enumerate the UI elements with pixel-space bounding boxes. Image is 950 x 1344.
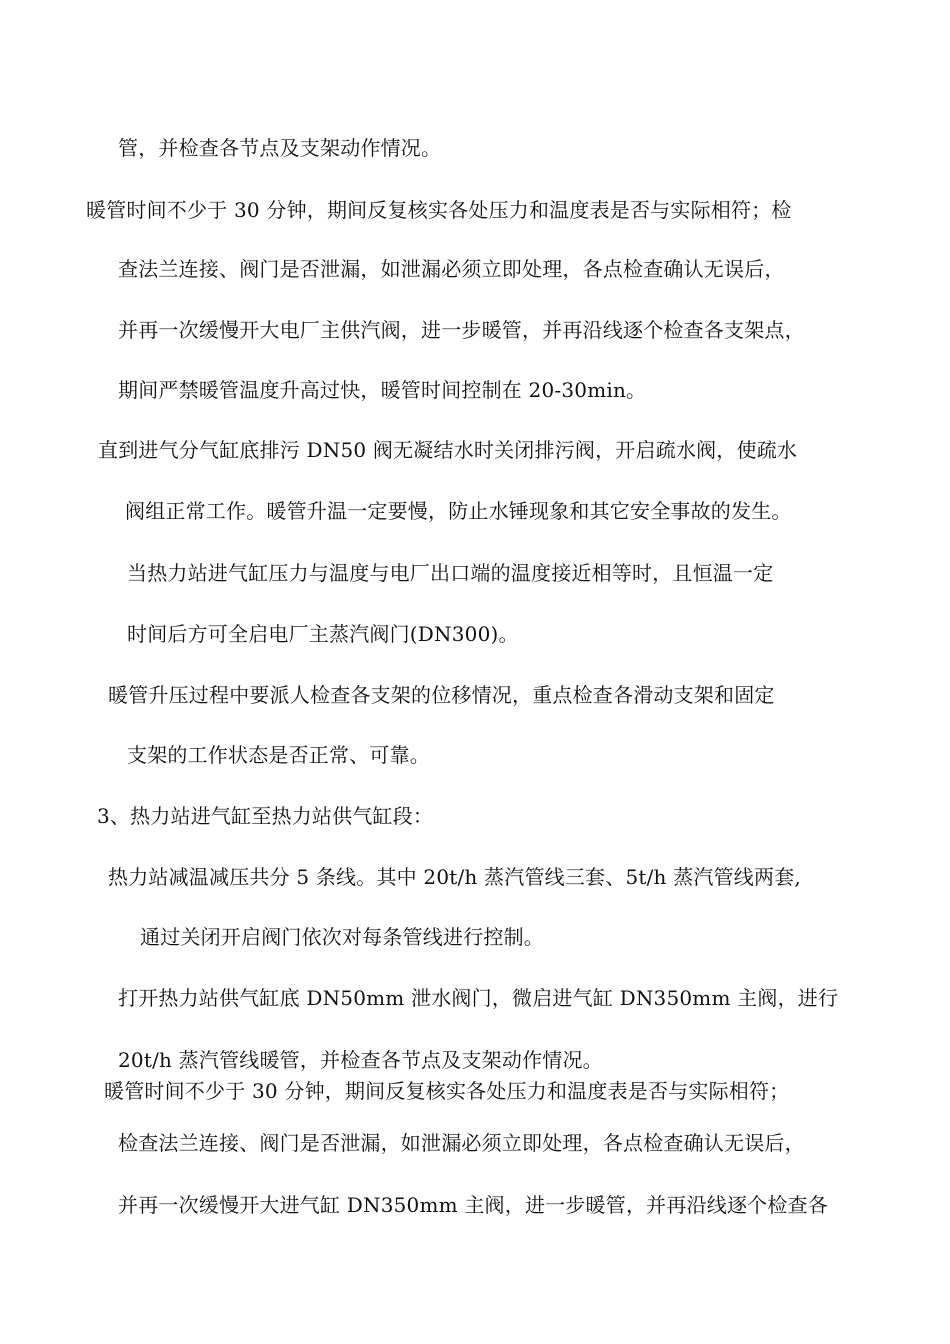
- text-line: 暖管时间不少于 30 分钟，期间反复核实各处压力和温度表是否与实际相符；检: [86, 198, 792, 222]
- text-line: 查法兰连接、阀门是否泄漏，如泄漏必须立即处理，各点检查确认无误后，: [118, 257, 785, 281]
- text-line: 当热力站进气缸压力与温度与电厂出口端的温度接近相等时，且恒温一定: [127, 561, 774, 585]
- text-line: 热力站减温减压共分 5 条线。其中 20t/h 蒸汽管线三套、5t/h 蒸汽管线两套,: [108, 865, 801, 889]
- text-line: 暖管升压过程中要派人检查各支架的位移情况，重点检查各滑动支架和固定: [108, 683, 775, 707]
- text-line: 检查法兰连接、阀门是否泄漏，如泄漏必须立即处理，各点检查确认无误后，: [118, 1131, 805, 1155]
- section-heading: 3、热力站进气缸至热力站供气缸段：: [97, 804, 434, 828]
- text-line: 阀组正常工作。暖管升温一定要慢，防止水锤现象和其它安全事故的发生。: [125, 499, 792, 523]
- text-line: 支架的工作状态是否正常、可靠。: [127, 743, 430, 767]
- text-line: 直到进气分气缸底排污 DN50 阀无凝结水时关闭排污阀，开启疏水阀，使疏水: [98, 438, 798, 462]
- text-line: 暖管时间不少于 30 分钟，期间反复核实各处压力和温度表是否与实际相符；: [104, 1079, 790, 1103]
- text-line: 并再一次缓慢开大进气缸 DN350mm 主阀，进一步暖管，并再沿线逐个检查各: [118, 1193, 828, 1217]
- text-line: 管，并检查各节点及支架动作情况。: [118, 136, 442, 160]
- text-line: 打开热力站供气缸底 DN50mm 泄水阀门，微启进气缸 DN350mm 主阀，进行: [118, 986, 839, 1010]
- text-line: 通过关闭开启阀门依次对每条管线进行控制。: [140, 925, 544, 949]
- text-line: 时间后方可全启电厂主蒸汽阀门(DN300)。: [127, 622, 519, 646]
- text-line: 并再一次缓慢开大电厂主供汽阀，进一步暖管，并再沿线逐个检查各支架点，: [118, 318, 805, 342]
- text-line: 20t/h 蒸汽管线暖管，并检查各节点及支架动作情况。: [118, 1048, 603, 1072]
- text-line: 期间严禁暖管温度升高过快，暖管时间控制在 20-30min。: [118, 378, 647, 402]
